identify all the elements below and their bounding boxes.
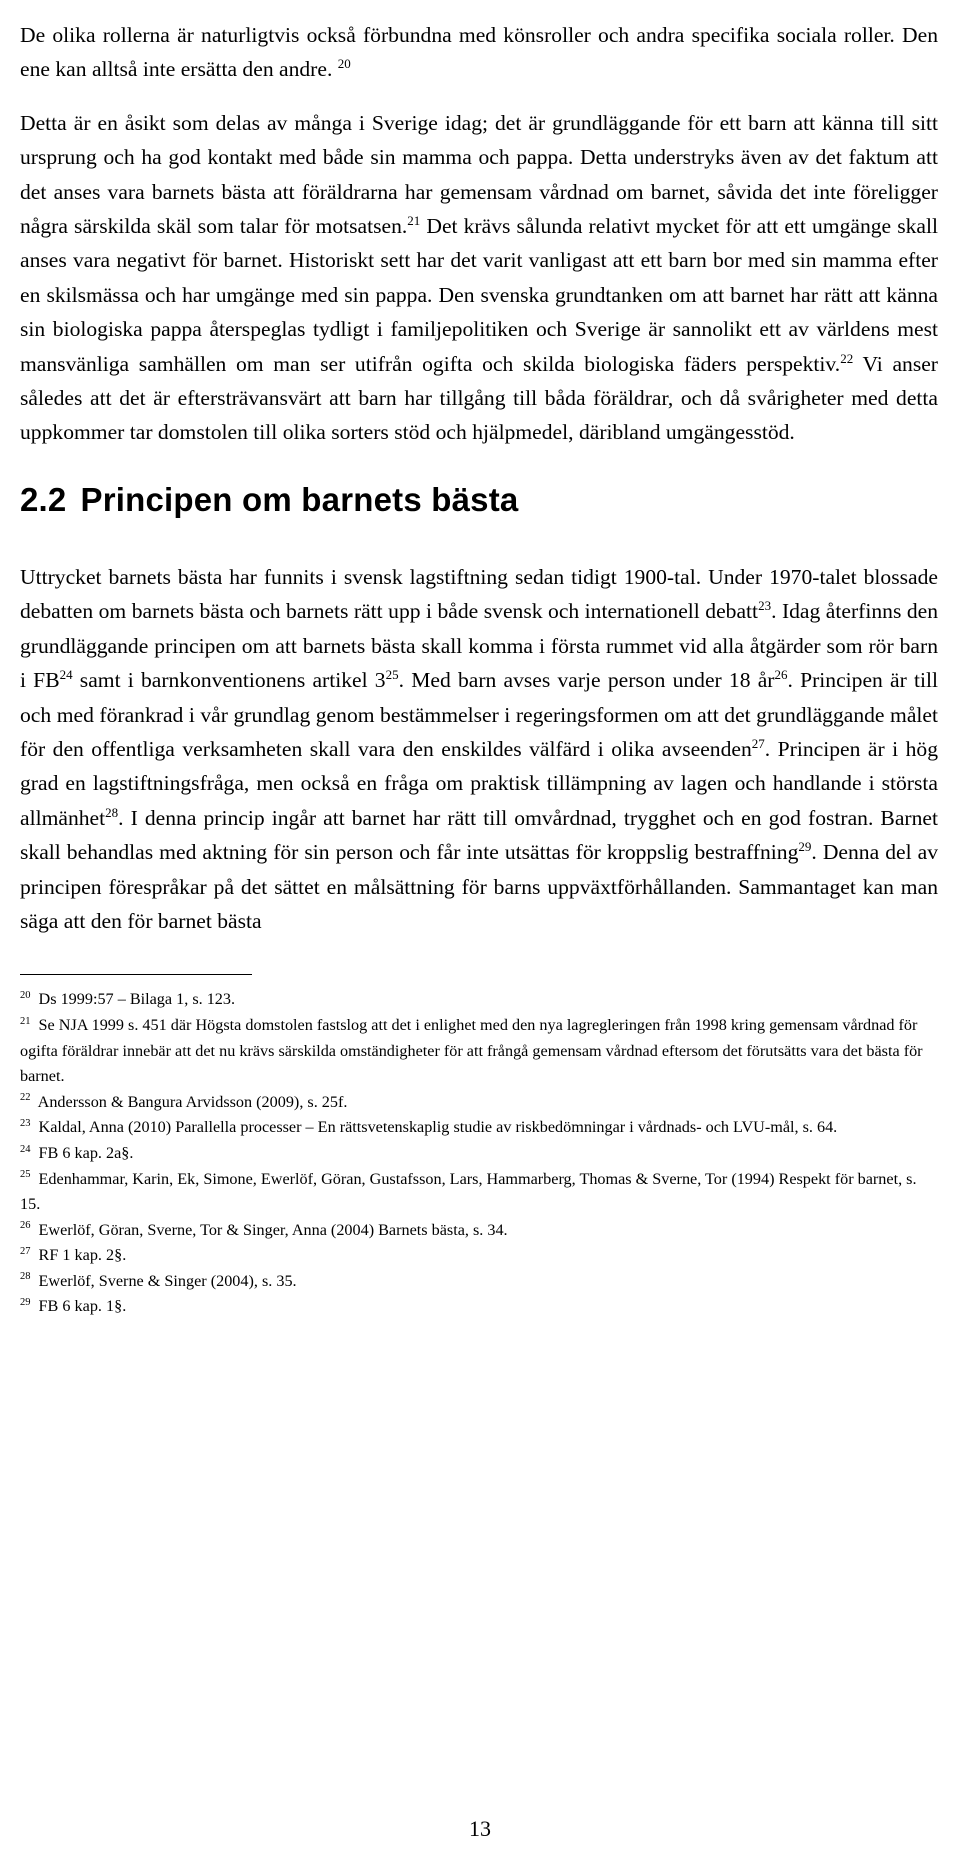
footnote-number: 23 — [20, 1117, 31, 1129]
text-run: . I denna princip ingår att barnet har rätt till omvårdnad, trygghet och en god fostran. Barnet skall behandlas med aktning för sin person och får inte utsättas för kroppslig bestraffning — [20, 805, 938, 865]
footnote — [20, 987, 938, 1013]
footnotes — [20, 987, 938, 1320]
footnote-number: 22 — [20, 1092, 31, 1104]
footnote-ref[interactable]: 28 — [105, 804, 119, 820]
footnote-text: Andersson & Bangura Arvidsson (2009), s. 25f. — [34, 1092, 348, 1111]
footnote-text: FB 6 kap. 2a§. — [34, 1143, 134, 1162]
footnote-ref[interactable]: 27 — [751, 735, 765, 751]
footnote-number: 24 — [20, 1143, 31, 1155]
footnote-ref[interactable]: 22 — [840, 350, 854, 366]
footnote — [20, 1218, 938, 1244]
text-run: Vi anser således att det är eftersträvansvärt att barn har tillgång till båda föräldrar, och då svårigheter med detta uppkommer tar domstolen till olika sorters stöd och hjälpmedel, däribland umgängesstöd. — [20, 351, 938, 445]
text-run: De olika rollerna är naturligtvis också förbundna med könsroller och andra specifika sociala roller. Den ene kan alltså inte ersätta den andre — [20, 23, 938, 82]
text-run: Detta är en åsikt som delas av många i Sverige idag; det är grundläggande för ett barn att känna till sitt ursprung och ha god kontakt med både sin mamma och pappa. Detta understryks även av det faktum att det anses vara barnets bästa att föräldrarna har gemensam vårdnad om barnet, såvida det inte föreligger några särskilda skäl som talar för motsatsen. — [20, 110, 938, 239]
text-run: samt i barnkonventionens artikel 3 — [72, 668, 386, 693]
footnote — [20, 1294, 938, 1320]
footnote-text: Edenhammar, Karin, Ek, Simone, Ewerlöf, Göran, Gustafsson, Lars, Hammarberg, Thomas & Sverne, Tor (1994) Respekt för barnet, s. 15. — [20, 1169, 917, 1214]
footnote — [20, 1115, 938, 1141]
footnote-ref[interactable]: 21 — [407, 212, 421, 228]
paragraph-2 — [20, 106, 938, 450]
text-run: . Principen är till och med förankrad i vår grundlag genom bestämmelser i regeringsformen om att det grundläggande målet för den offentliga verksamheten skall vara den enskildes välfärd i olika avseenden — [20, 668, 938, 761]
section-number: 2.2 — [20, 480, 67, 518]
footnote — [20, 1013, 938, 1090]
footnote-number: 27 — [20, 1245, 31, 1257]
text-run: Det krävs sålunda relativt mycket för att ett umgänge skall anses vara negativt för barnet. Historiskt sett har det varit vanligast att ett barn bor med sin mamma efter en skilsmässa och har umgänge med sin pappa. Den svenska grundtanken om att barnet har rätt att känna sin biologiska pappa återspeglas tydligt i familjepolitiken och Sverige är sannolikt ett av världens mest mansvänliga samhällen om man ser utifrån ogifta och skilda biologiska fäders perspektiv. — [20, 214, 938, 376]
section-heading — [20, 480, 938, 520]
paragraph-3 — [20, 560, 938, 938]
footnote-ref[interactable]: 29 — [798, 838, 812, 854]
text-run: . Med barn avses varje person under 18 år — [398, 668, 775, 693]
footnote-number: 20 — [20, 989, 31, 1001]
footnote-ref[interactable]: 23 — [758, 598, 772, 614]
text-run: . — [326, 57, 338, 82]
footnote-ref[interactable]: 25 — [385, 666, 399, 682]
page-number: 13 — [469, 1816, 491, 1841]
paragraph-1 — [20, 18, 938, 87]
document-page — [20, 18, 938, 1320]
footnote — [20, 1167, 938, 1218]
footnote-text: Ds 1999:57 – Bilaga 1, s. 123. — [34, 990, 236, 1009]
footnote-text: RF 1 kap. 2§. — [34, 1246, 127, 1265]
footnote — [20, 1141, 938, 1167]
footnote — [20, 1243, 938, 1269]
text-run: . Idag återfinns den grundläggande principen om att barnets bästa skall komma i första rummet vid alla åtgärder som rör barn i FB — [20, 599, 939, 693]
footnote-text: Ewerlöf, Sverne & Singer (2004), s. 35. — [34, 1271, 297, 1290]
footnote-text: Se NJA 1999 s. 451 där Högsta domstolen fastslog att det i enlighet med den nya lagregleringen från 1998 kring gemensam vårdnad för ogifta föräldrar innebär att det nu krävs särskilda omständigheter för att frångå gemensam vårdnad eftersom det förutsätts vara det bästa för barnet. — [20, 1015, 923, 1086]
footnote-number: 26 — [20, 1220, 31, 1232]
section-title: Principen om barnets bästa — [80, 480, 519, 518]
text-run: . Principen är i hög grad en lagstiftningsfråga, men också en fråga om praktisk tillämpning av lagen och handlande i största allmänhet — [20, 736, 939, 830]
text-run: . Denna del av principen förespråkar på det sättet en målsättning för barns uppväxtförhållanden. Sammantaget kan man säga att den för barnet bästa — [20, 840, 938, 933]
footnote — [20, 1090, 938, 1116]
footnote — [20, 1269, 938, 1295]
footnote-number: 21 — [20, 1015, 31, 1027]
footnote-text: FB 6 kap. 1§. — [34, 1297, 127, 1316]
footnote-ref[interactable]: 20 — [337, 56, 351, 72]
footnote-number: 28 — [20, 1271, 31, 1283]
footnote-text: Ewerlöf, Göran, Sverne, Tor & Singer, Anna (2004) Barnets bästa, s. 34. — [34, 1220, 508, 1239]
footnote-number: 25 — [20, 1169, 31, 1181]
footnote-ref[interactable]: 24 — [59, 666, 73, 682]
footnote-ref[interactable]: 26 — [774, 666, 788, 682]
footnote-separator — [20, 974, 252, 975]
text-run: Uttrycket barnets bästa har funnits i svensk lagstiftning sedan tidigt 1900-tal. Under 1970-talet blossade debatten om barnets bästa och barnets rätt upp i både svensk och internationell debatt — [20, 564, 938, 624]
footnote-text: Kaldal, Anna (2010) Parallella processer – En rättsvetenskaplig studie av riskbedömningar i vårdnads- och LVU-mål, s. 64. — [34, 1118, 838, 1137]
footnote-number: 29 — [20, 1297, 31, 1309]
